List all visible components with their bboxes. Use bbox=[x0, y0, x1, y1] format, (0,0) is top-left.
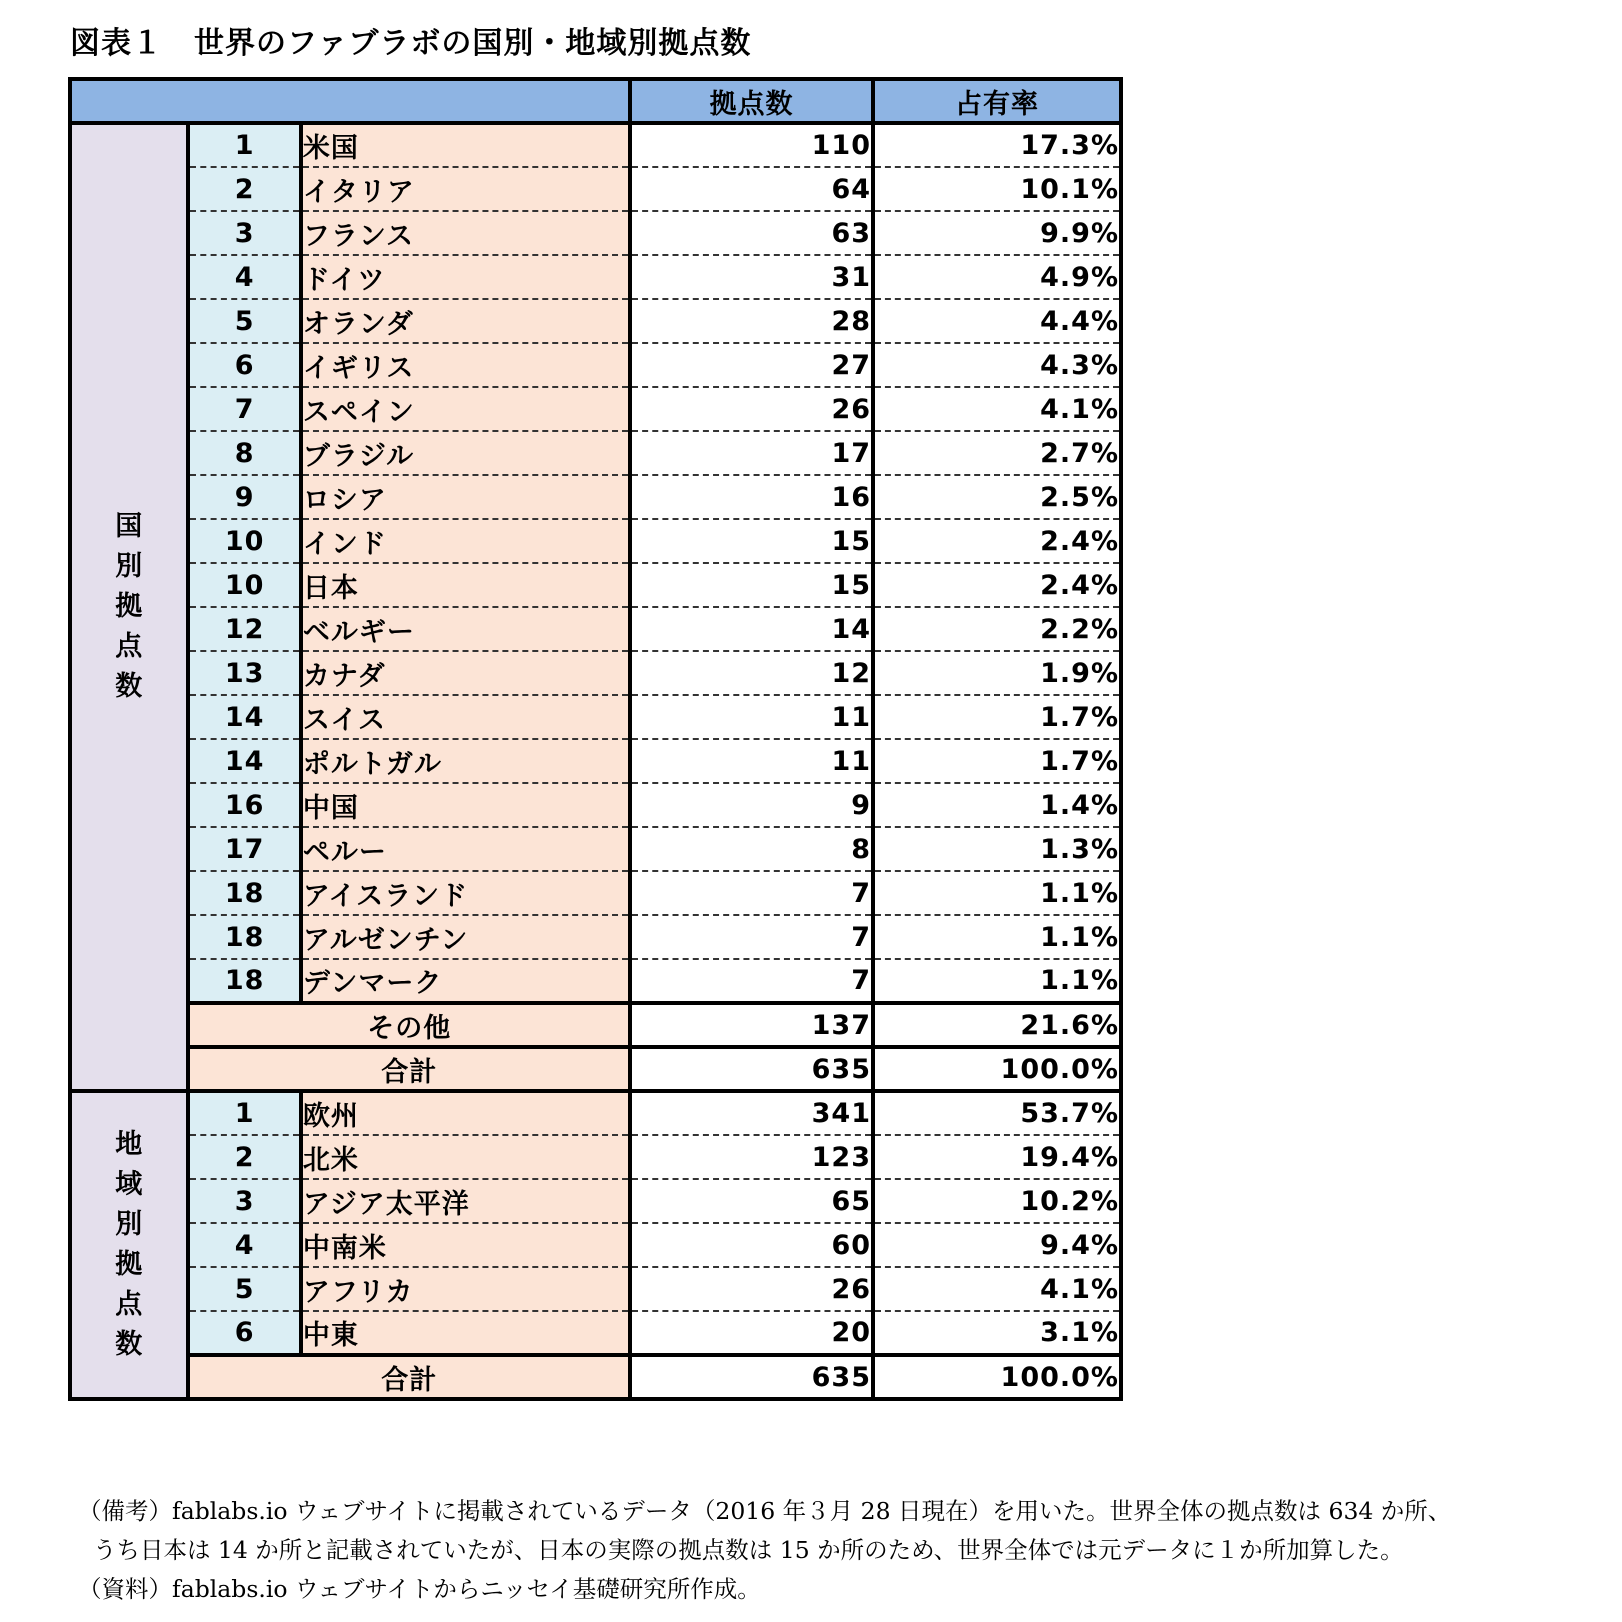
other-count: 137 bbox=[630, 1003, 873, 1047]
share-cell: 4.3% bbox=[873, 343, 1121, 387]
total-row bbox=[70, 1355, 1121, 1399]
name-cell: 中国 bbox=[301, 783, 630, 827]
name-cell: アイスランド bbox=[301, 871, 630, 915]
other-share: 21.6% bbox=[873, 1003, 1121, 1047]
count-cell: 26 bbox=[630, 1267, 873, 1311]
total-share: 100.0% bbox=[873, 1355, 1121, 1399]
total-share: 100.0% bbox=[873, 1047, 1121, 1091]
count-cell: 12 bbox=[630, 651, 873, 695]
name-cell: 日本 bbox=[301, 563, 630, 607]
share-cell: 1.7% bbox=[873, 695, 1121, 739]
rank-cell: 13 bbox=[188, 651, 300, 695]
count-cell: 60 bbox=[630, 1223, 873, 1267]
count-cell: 31 bbox=[630, 255, 873, 299]
name-cell: 北米 bbox=[301, 1135, 630, 1179]
name-cell: インド bbox=[301, 519, 630, 563]
name-cell: 中南米 bbox=[301, 1223, 630, 1267]
share-cell: 3.1% bbox=[873, 1311, 1121, 1355]
group-label bbox=[70, 123, 188, 1091]
table-row bbox=[70, 651, 1121, 695]
rank-cell: 2 bbox=[188, 167, 300, 211]
table-row bbox=[70, 695, 1121, 739]
name-cell: スペイン bbox=[301, 387, 630, 431]
rank-cell: 18 bbox=[188, 959, 300, 1003]
rank-cell: 10 bbox=[188, 519, 300, 563]
table-row bbox=[70, 1311, 1121, 1355]
count-cell: 123 bbox=[630, 1135, 873, 1179]
count-cell: 9 bbox=[630, 783, 873, 827]
count-cell: 16 bbox=[630, 475, 873, 519]
count-cell: 11 bbox=[630, 695, 873, 739]
table-row bbox=[70, 959, 1121, 1003]
rank-cell: 5 bbox=[188, 1267, 300, 1311]
table-row bbox=[70, 343, 1121, 387]
table-row bbox=[70, 783, 1121, 827]
rank-cell: 4 bbox=[188, 1223, 300, 1267]
name-cell: 中東 bbox=[301, 1311, 630, 1355]
rank-cell: 14 bbox=[188, 695, 300, 739]
notes bbox=[78, 1492, 1451, 1609]
rank-cell: 3 bbox=[188, 211, 300, 255]
header-share: 占有率 bbox=[873, 79, 1121, 123]
other-row bbox=[70, 1003, 1121, 1047]
table-row bbox=[70, 1091, 1121, 1135]
count-cell: 341 bbox=[630, 1091, 873, 1135]
table-row bbox=[70, 1179, 1121, 1223]
count-cell: 7 bbox=[630, 915, 873, 959]
name-cell: デンマーク bbox=[301, 959, 630, 1003]
table-row bbox=[70, 739, 1121, 783]
share-cell: 4.9% bbox=[873, 255, 1121, 299]
count-cell: 26 bbox=[630, 387, 873, 431]
table-row bbox=[70, 607, 1121, 651]
header-blank bbox=[70, 79, 630, 123]
rank-cell: 8 bbox=[188, 431, 300, 475]
rank-cell: 6 bbox=[188, 1311, 300, 1355]
other-label: その他 bbox=[188, 1003, 630, 1047]
rank-cell: 12 bbox=[188, 607, 300, 651]
count-cell: 65 bbox=[630, 1179, 873, 1223]
share-cell: 9.9% bbox=[873, 211, 1121, 255]
note-line: うち日本は 14 か所と記載されていたが、日本の実際の拠点数は 15 か所のため、世界全体では元データに１か所加算した。 bbox=[78, 1536, 1404, 1564]
table-row bbox=[70, 167, 1121, 211]
share-cell: 10.1% bbox=[873, 167, 1121, 211]
table-row bbox=[70, 387, 1121, 431]
table-row bbox=[70, 519, 1121, 563]
header-count: 拠点数 bbox=[630, 79, 873, 123]
name-cell: 欧州 bbox=[301, 1091, 630, 1135]
table-row bbox=[70, 871, 1121, 915]
name-cell: アジア太平洋 bbox=[301, 1179, 630, 1223]
share-cell: 53.7% bbox=[873, 1091, 1121, 1135]
table-row bbox=[70, 123, 1121, 167]
share-cell: 9.4% bbox=[873, 1223, 1121, 1267]
share-cell: 2.7% bbox=[873, 431, 1121, 475]
name-cell: ペルー bbox=[301, 827, 630, 871]
rank-cell: 10 bbox=[188, 563, 300, 607]
table-row bbox=[70, 1267, 1121, 1311]
rank-cell: 5 bbox=[188, 299, 300, 343]
country-section bbox=[70, 123, 1121, 1091]
share-cell: 1.1% bbox=[873, 871, 1121, 915]
rank-cell: 17 bbox=[188, 827, 300, 871]
rank-cell: 18 bbox=[188, 915, 300, 959]
share-cell: 1.3% bbox=[873, 827, 1121, 871]
count-cell: 27 bbox=[630, 343, 873, 387]
table-row bbox=[70, 299, 1121, 343]
name-cell: ベルギー bbox=[301, 607, 630, 651]
rank-cell: 1 bbox=[188, 1091, 300, 1135]
name-cell: オランダ bbox=[301, 299, 630, 343]
share-cell: 1.4% bbox=[873, 783, 1121, 827]
table-row bbox=[70, 255, 1121, 299]
share-cell: 4.4% bbox=[873, 299, 1121, 343]
fablab-table bbox=[68, 77, 1123, 1401]
group-label-text: 国別拠点数 bbox=[115, 511, 144, 702]
note-line: （資料）fablabs.io ウェブサイトからニッセイ基礎研究所作成。 bbox=[78, 1575, 761, 1603]
region-section bbox=[70, 1091, 1121, 1399]
table-row bbox=[70, 915, 1121, 959]
rank-cell: 7 bbox=[188, 387, 300, 431]
rank-cell: 14 bbox=[188, 739, 300, 783]
total-count: 635 bbox=[630, 1047, 873, 1091]
total-label: 合計 bbox=[188, 1047, 630, 1091]
count-cell: 20 bbox=[630, 1311, 873, 1355]
name-cell: イタリア bbox=[301, 167, 630, 211]
count-cell: 17 bbox=[630, 431, 873, 475]
count-cell: 28 bbox=[630, 299, 873, 343]
rank-cell: 4 bbox=[188, 255, 300, 299]
note-line: （備考）fablabs.io ウェブサイトに掲載されているデータ（2016 年３月 28 日現在）を用いた。世界全体の拠点数は 634 か所、 bbox=[78, 1497, 1452, 1525]
share-cell: 2.4% bbox=[873, 563, 1121, 607]
share-cell: 2.4% bbox=[873, 519, 1121, 563]
rank-cell: 16 bbox=[188, 783, 300, 827]
name-cell: ブラジル bbox=[301, 431, 630, 475]
share-cell: 1.7% bbox=[873, 739, 1121, 783]
count-cell: 8 bbox=[630, 827, 873, 871]
rank-cell: 2 bbox=[188, 1135, 300, 1179]
share-cell: 4.1% bbox=[873, 1267, 1121, 1311]
name-cell: 米国 bbox=[301, 123, 630, 167]
share-cell: 4.1% bbox=[873, 387, 1121, 431]
share-cell: 1.9% bbox=[873, 651, 1121, 695]
share-cell: 1.1% bbox=[873, 959, 1121, 1003]
table-row bbox=[70, 1223, 1121, 1267]
name-cell: カナダ bbox=[301, 651, 630, 695]
share-cell: 2.5% bbox=[873, 475, 1121, 519]
share-cell: 17.3% bbox=[873, 123, 1121, 167]
share-cell: 2.2% bbox=[873, 607, 1121, 651]
rank-cell: 18 bbox=[188, 871, 300, 915]
count-cell: 15 bbox=[630, 519, 873, 563]
count-cell: 63 bbox=[630, 211, 873, 255]
table-row bbox=[70, 1135, 1121, 1179]
share-cell: 19.4% bbox=[873, 1135, 1121, 1179]
name-cell: ドイツ bbox=[301, 255, 630, 299]
table-row bbox=[70, 827, 1121, 871]
table-row bbox=[70, 475, 1121, 519]
name-cell: イギリス bbox=[301, 343, 630, 387]
name-cell: ロシア bbox=[301, 475, 630, 519]
name-cell: スイス bbox=[301, 695, 630, 739]
name-cell: アフリカ bbox=[301, 1267, 630, 1311]
count-cell: 14 bbox=[630, 607, 873, 651]
count-cell: 11 bbox=[630, 739, 873, 783]
rank-cell: 3 bbox=[188, 1179, 300, 1223]
header-row bbox=[70, 79, 1121, 123]
rank-cell: 1 bbox=[188, 123, 300, 167]
name-cell: フランス bbox=[301, 211, 630, 255]
count-cell: 64 bbox=[630, 167, 873, 211]
share-cell: 10.2% bbox=[873, 1179, 1121, 1223]
group-label-text: 地域別拠点数 bbox=[115, 1129, 144, 1360]
total-label: 合計 bbox=[188, 1355, 630, 1399]
count-cell: 15 bbox=[630, 563, 873, 607]
count-cell: 110 bbox=[630, 123, 873, 167]
rank-cell: 9 bbox=[188, 475, 300, 519]
group-label bbox=[70, 1091, 188, 1399]
total-count: 635 bbox=[630, 1355, 873, 1399]
share-cell: 1.1% bbox=[873, 915, 1121, 959]
table-row bbox=[70, 563, 1121, 607]
count-cell: 7 bbox=[630, 871, 873, 915]
name-cell: アルゼンチン bbox=[301, 915, 630, 959]
count-cell: 7 bbox=[630, 959, 873, 1003]
rank-cell: 6 bbox=[188, 343, 300, 387]
figure-title: 図表１ 世界のファブラボの国別・地域別拠点数 bbox=[70, 26, 752, 61]
table-row bbox=[70, 431, 1121, 475]
name-cell: ポルトガル bbox=[301, 739, 630, 783]
table-row bbox=[70, 211, 1121, 255]
total-row bbox=[70, 1047, 1121, 1091]
